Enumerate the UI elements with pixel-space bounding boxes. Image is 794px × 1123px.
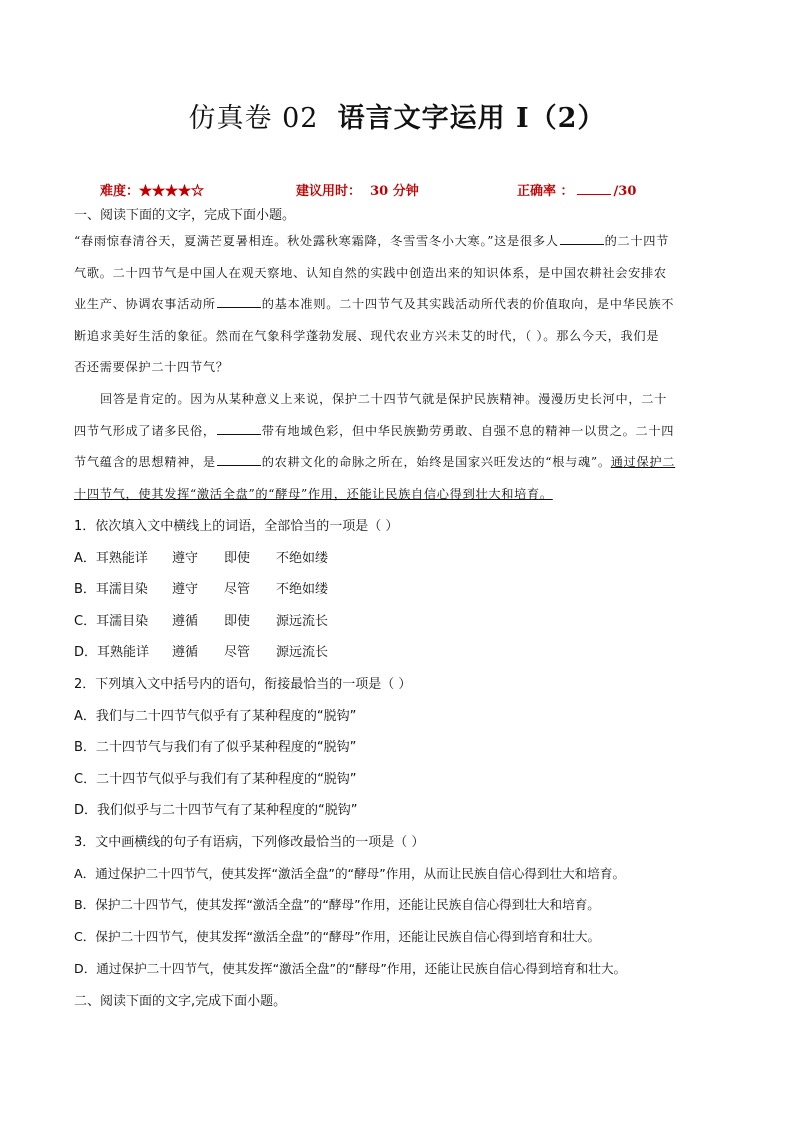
question-2-stem: 2．下列填入文中括号内的语句，衔接最恰当的一项是（ ） (74, 677, 412, 692)
option-letter: B． (74, 582, 96, 597)
passage-text: 带有地域色彩，但中华民族勤劳勇敢、自强不息的精神一以贯之。二十四 (261, 424, 675, 438)
question-2-option-c[interactable]: C．二十四节气似乎与我们有了某种程度的“脱钩” (74, 772, 357, 787)
question-1-option-d[interactable] (74, 641, 328, 660)
accuracy-label: 正确率 ： (517, 184, 574, 199)
question-2-option-b[interactable]: B．二十四节气与我们有了似乎某种程度的“脱钩” (74, 740, 357, 755)
question-1-option-a[interactable] (74, 547, 328, 566)
difficulty-rating: 难度：★★★★☆ (100, 184, 205, 199)
passage-line: 回答是肯定的。因为从某种意义上来说，保护二十四节气就是保护民族精神。漫漫历史长河中，二十 (100, 392, 668, 406)
suggested-time-label: 建议用时： (296, 184, 362, 199)
question-3-option-b[interactable]: B．保护二十四节气，使其发挥“激活全盘”的“酵母”作用，还能让民族自信心得到壮大和培育。 (74, 897, 600, 912)
question-2-option-d[interactable]: D．我们似乎与二十四节气有了某种程度的“脱钩” (74, 803, 358, 818)
option-word: 耳熟能详 (97, 645, 150, 660)
passage-text: 的农耕文化的命脉之所在，始终是国家兴旺发达的“根与魂”。 (261, 455, 611, 469)
passage-line (74, 422, 674, 439)
question-2-option-a[interactable]: A．我们与二十四节气似乎有了某种程度的“脱钩” (74, 709, 357, 724)
suggested-time-value: 30 分钟 (370, 184, 419, 199)
page-title (0, 96, 794, 135)
question-3-option-d[interactable]: D．通过保护二十四节气，使其发挥“激活全盘”的“酵母”作用，还能让民族自信心得到培育和壮大。 (74, 961, 627, 976)
title-subject: 语言文字运用 I（2） (337, 103, 606, 134)
fill-blank (217, 424, 261, 435)
option-word: 耳濡目染 (95, 582, 148, 597)
passage-text: 节气蕴含的思想精神，是 (74, 455, 216, 469)
option-letter: A． (74, 551, 96, 566)
option-word: 耳熟能详 (95, 551, 148, 566)
fill-blank (217, 455, 261, 466)
passage-text: 的基本准则。二十四节气及其实践活动所代表的价值取向，是中华民族不 (261, 297, 675, 311)
question-3-option-c[interactable]: C．保护二十四节气，使其发挥“激活全盘”的“酵母”作用，还能让民族自信心得到培育和壮大。 (74, 929, 601, 944)
accuracy-field (517, 180, 636, 199)
option-word: 耳濡目染 (96, 614, 149, 629)
option-word: 尽管 (224, 645, 251, 660)
option-word: 不绝如缕 (276, 582, 329, 597)
section-1-heading: 一、阅读下面的文字，完成下面小题。 (74, 208, 296, 223)
title-code: 仿真卷 02 (188, 103, 319, 134)
option-word: 源远流长 (276, 645, 329, 660)
accuracy-blank (577, 184, 611, 195)
passage-line: 气歌。二十四节气是中国人在观天察地、认知自然的实践中创造出来的知识体系，是中国农耕社会安排农 (74, 266, 667, 280)
option-word: 遵守 (172, 582, 199, 597)
option-word: 源远流长 (276, 614, 329, 629)
passage-text: 业生产、协调农事活动所 (74, 297, 216, 311)
passage-line (74, 232, 669, 249)
passage-line (74, 453, 675, 470)
option-word: 不绝如缕 (276, 551, 329, 566)
accuracy-total: /30 (613, 184, 637, 199)
question-1-stem: 1．依次填入文中横线上的词语，全部恰当的一项是（ ） (74, 519, 399, 534)
option-word: 尽管 (224, 582, 251, 597)
fill-blank (217, 297, 261, 308)
passage-text: 四节气形成了诸多民俗， (74, 424, 216, 438)
passage-line: 断追求美好生活的象征。然而在气象科学蓬勃发展、现代农业方兴未艾的时代，（ ）。那么今天，我们是 (74, 329, 660, 343)
option-word: 遵循 (172, 614, 199, 629)
question-1-option-c[interactable] (74, 610, 328, 629)
option-letter: D． (74, 645, 98, 660)
option-letter: C． (74, 614, 97, 629)
fill-blank (560, 234, 604, 245)
option-word: 遵守 (172, 551, 199, 566)
question-3-stem: 3．文中画横线的句子有语病，下列修改最恰当的一项是（ ） (74, 835, 425, 850)
passage-text: “春雨惊春清谷天，夏满芒夏暑相连。秋处露秋寒霜降，冬雪雪冬小大寒。”这是很多人 (74, 234, 559, 248)
underlined-sentence: 通过保护二 (610, 455, 676, 469)
suggested-time (296, 180, 419, 199)
question-1-option-b[interactable] (74, 578, 328, 597)
option-word: 遵循 (172, 645, 199, 660)
passage-line: 否还需要保护二十四节气？ (74, 360, 229, 374)
option-word: 即使 (224, 614, 251, 629)
passage-line (74, 295, 674, 312)
section-2-heading: 二、阅读下面的文字,完成下面小题。 (74, 994, 287, 1009)
question-3-option-a[interactable]: A．通过保护二十四节气，使其发挥“激活全盘”的“酵母”作用，从而让民族自信心得到壮大和培育。 (74, 866, 626, 881)
option-word: 即使 (224, 551, 251, 566)
passage-text: 的二十四节 (604, 234, 670, 248)
underlined-sentence: 十四节气，使其发挥“激活全盘”的“酵母”作用，还能让民族自信心得到壮大和培育。 (74, 487, 553, 501)
